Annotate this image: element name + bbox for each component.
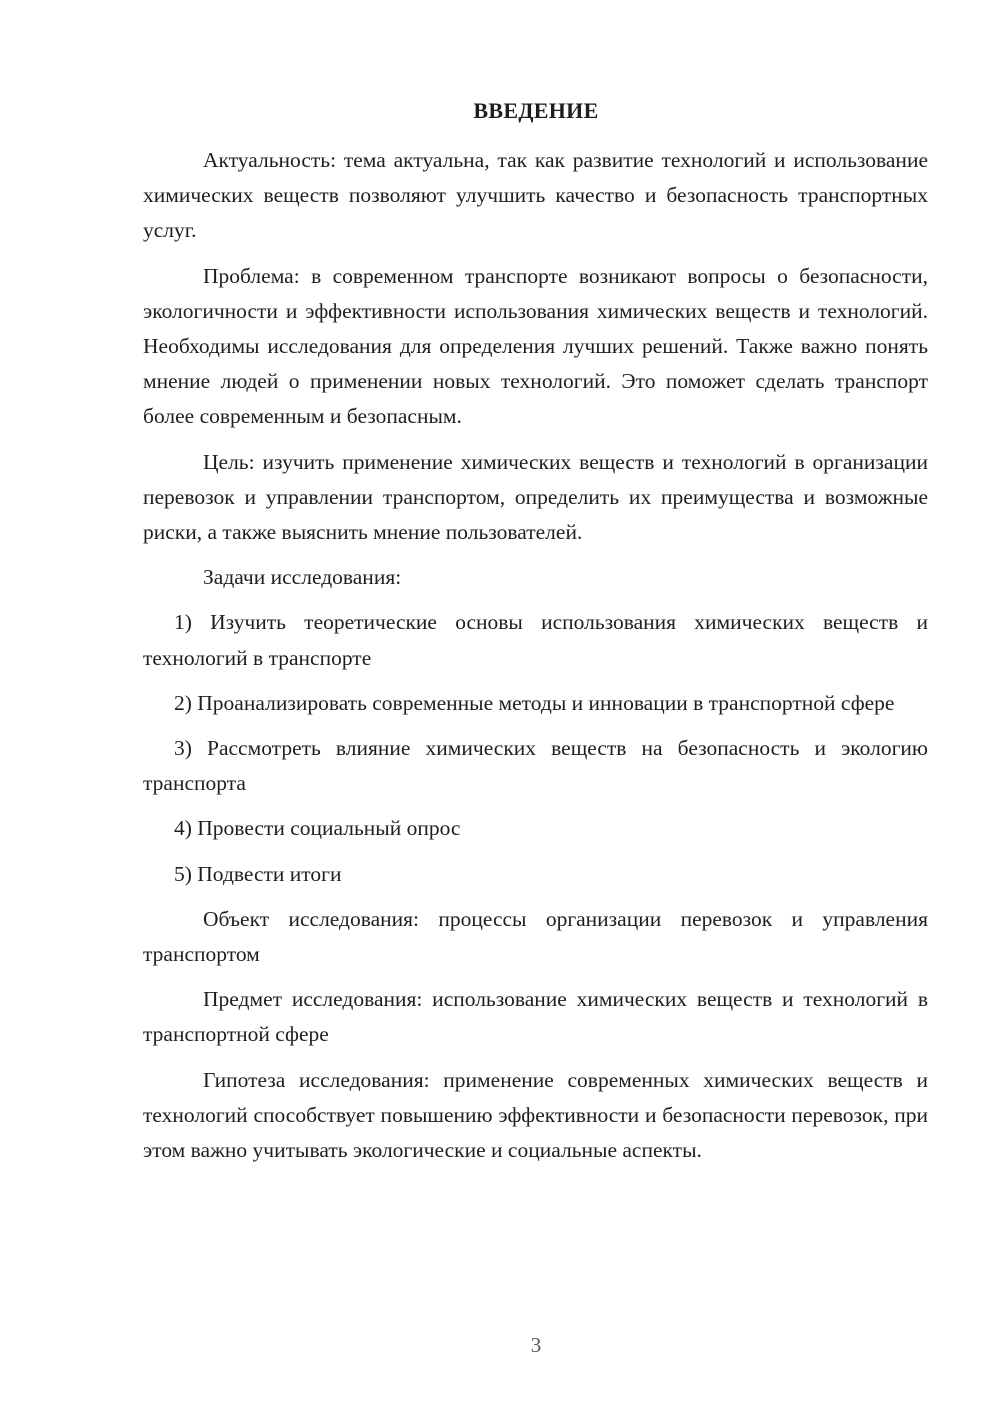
paragraph-hypothesis: Гипотеза исследования: применение современных химических веществ и технологий способствует повышению эффективности и безопасности перевозок, при этом важно учитывать экологические и социальные аспекты. — [143, 1067, 928, 1163]
page-number: 3 — [530, 1333, 542, 1357]
paragraph-problem: Проблема: в современном транспорте возникают вопросы о безопасности, экологичности и эффективности использования химических веществ и технологий. Необходимы исследования для определения лучших решений. Также важно понять мнение людей о применении новых технологий. Это поможет сделать транспорт более современным и безопасным. — [143, 263, 928, 429]
paragraph-subject: Предмет исследования: использование химических веществ и технологий в транспортной сфере — [143, 987, 928, 1047]
task-item-4: 4) Провести социальный опрос — [174, 816, 461, 841]
page-title: ВВЕДЕНИЕ — [473, 98, 599, 123]
paragraph-relevance: Актуальность: тема актуальна, так как развитие технологий и использование химических веществ позволяют улучшить качество и безопасность транспортных услуг. — [143, 148, 928, 243]
paragraph-goal: Цель: изучить применение химических веществ и технологий в организации перевозок и управлении транспортом, определить их преимущества и возможные риски, а также выяснить мнение пользователей. — [143, 449, 928, 545]
paragraph-object: Объект исследования: процессы организации перевозок и управления транспортом — [143, 906, 928, 967]
task-item-3: 3) Рассмотреть влияние химических веществ на безопасность и экологию транспорта — [143, 736, 928, 796]
task-item-1: 1) Изучить теоретические основы использования химических веществ и технологий в транспорте — [143, 610, 928, 670]
paragraph-tasks-heading: Задачи исследования: — [203, 565, 402, 590]
task-item-2: 2) Проанализировать современные методы и инновации в транспортной сфере — [174, 690, 895, 715]
document-body — [143, 143, 928, 1178]
task-item-5: 5) Подвести итоги — [174, 861, 342, 886]
